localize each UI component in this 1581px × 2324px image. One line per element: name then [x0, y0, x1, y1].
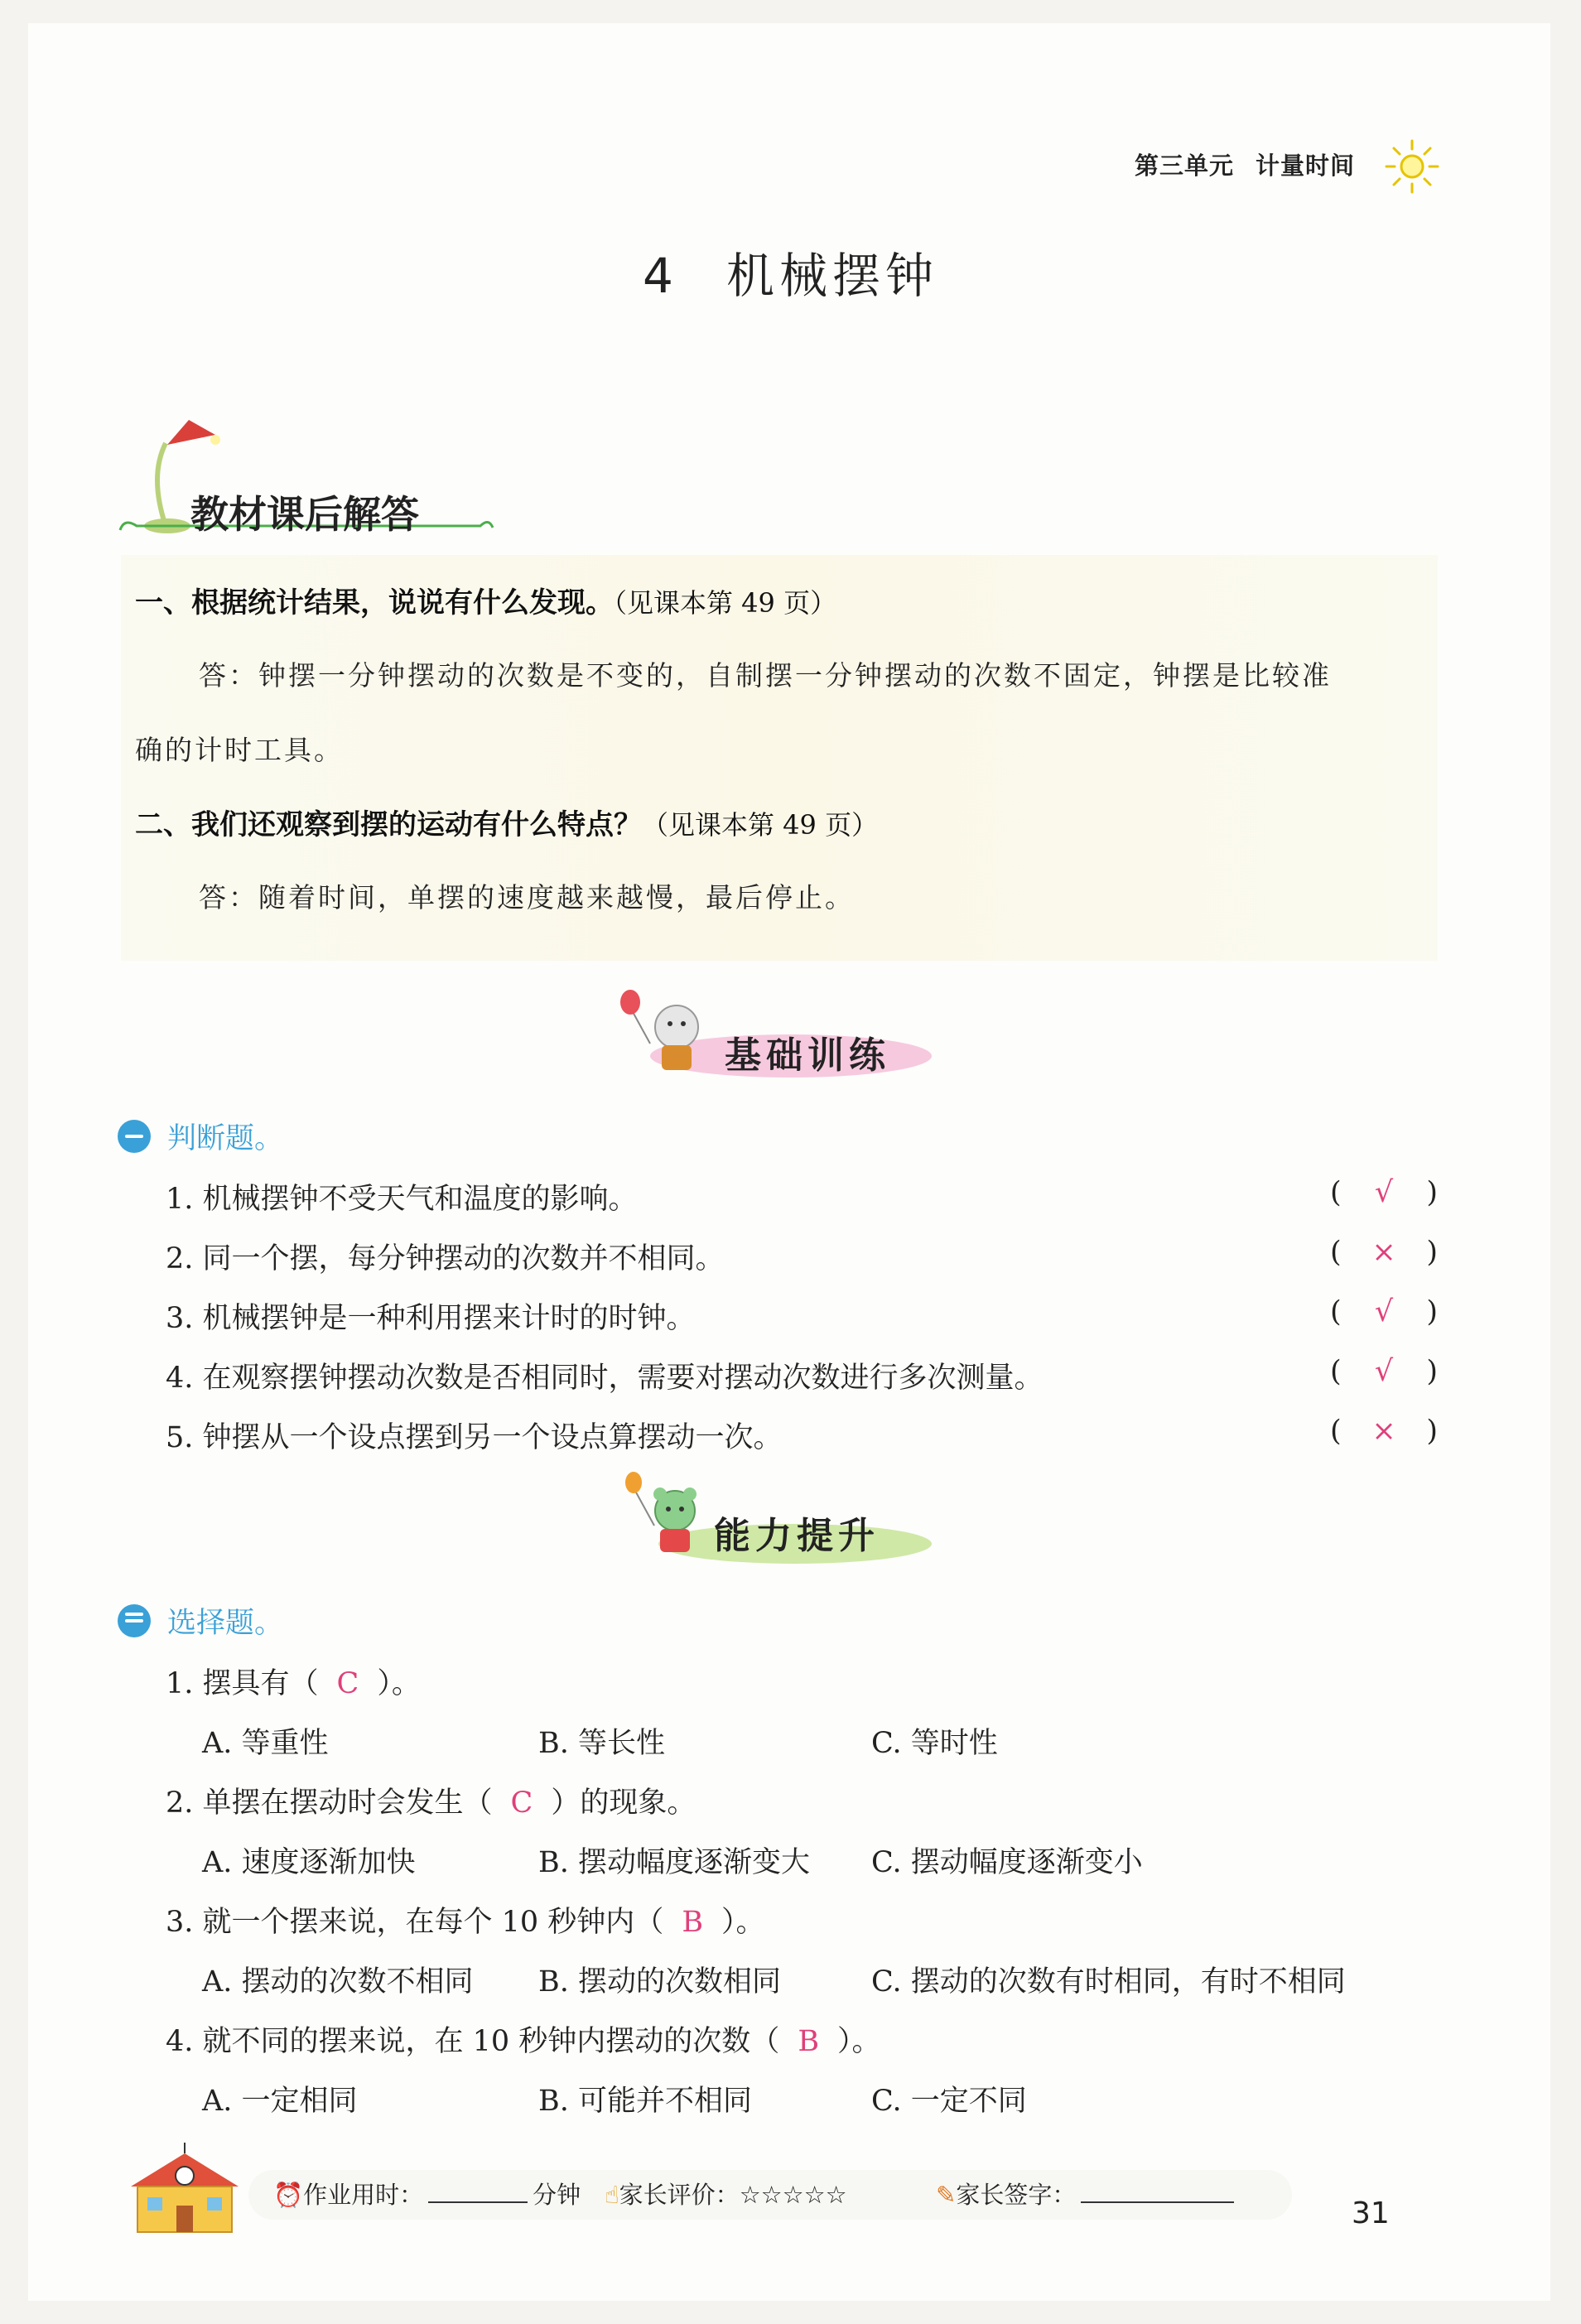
pencil-icon: ✎ [936, 2181, 957, 2209]
choice-answer-2: C [510, 1786, 533, 1820]
homework-time-unit: 分钟 [533, 2181, 581, 2209]
thumbs-up-icon: ☝ [605, 2181, 619, 2209]
question-2-text: 二、我们还观察到摆的运动有什么特点？ [135, 808, 642, 841]
choice-question-2 [166, 1780, 696, 1821]
lesson-number: 4 [643, 248, 678, 304]
choice-3-option-a: A. 摆动的次数不相同 [202, 1965, 474, 1999]
choice-question-1-stem: 1. 摆具有（ [166, 1667, 319, 1700]
answer-1-line-2: 确的计时工具。 [135, 734, 344, 766]
question-1-text: 一、根据统计结果，说说有什么发现。 [135, 586, 614, 620]
lesson-title [0, 237, 1581, 306]
answer-2: 答：随着时间，单摆的速度越来越慢，最后停止。 [199, 881, 855, 914]
judgment-answer-3: ( √ ) [1330, 1295, 1438, 1328]
judgment-answer-5-mark: × [1371, 1415, 1396, 1448]
choice-2-option-b: B. 摆动幅度逐渐变大 [538, 1846, 810, 1879]
answer-1-line-1: 答：钟摆一分钟摆动的次数是不变的，自制摆一分钟摆动的次数不固定，钟摆是比较准 [199, 659, 1332, 692]
section-one-badge-icon [118, 1120, 151, 1153]
choice-question-4 [166, 2018, 881, 2060]
section-two-badge-icon [118, 1604, 151, 1637]
rating-stars[interactable]: ☆☆☆☆☆ [739, 2181, 847, 2209]
judgment-item-2: 2. 同一个摆，每分钟摆动的次数并不相同。 [166, 1242, 725, 1275]
choice-4-option-a: A. 一定相同 [202, 2085, 358, 2118]
judgment-answer-1-mark: √ [1374, 1176, 1394, 1209]
homework-time-label: 作业用时： [303, 2181, 424, 2209]
basic-training-banner: 基础训练 [725, 1034, 890, 1077]
signature-line[interactable] [1081, 2201, 1234, 2203]
judgment-subhead-label: 判断题。 [167, 1122, 284, 1155]
question-2-ref: （见课本第 49 页） [642, 809, 879, 841]
choice-question-1-tail: ）。 [377, 1667, 421, 1700]
judgment-item-3: 3. 机械摆钟是一种利用摆来计时的时钟。 [166, 1302, 696, 1335]
choice-2-option-c: C. 摆动幅度逐渐变小 [871, 1846, 1143, 1879]
judgment-item-1: 1. 机械摆钟不受天气和温度的影响。 [166, 1183, 638, 1216]
parent-signature-label: 家长签字： [956, 2181, 1077, 2209]
judgment-subhead [118, 1116, 283, 1157]
judgment-answer-4-mark: √ [1374, 1355, 1394, 1388]
choice-answer-1: C [336, 1667, 359, 1700]
choice-4-option-c: C. 一定不同 [871, 2085, 1027, 2118]
question-1 [135, 580, 836, 620]
judgment-answer-2-mark: × [1371, 1236, 1396, 1269]
question-1-ref: （见课本第 49 页） [614, 587, 837, 619]
parent-signature [936, 2177, 1234, 2211]
choice-subhead [118, 1600, 283, 1642]
choice-3-option-b: B. 摆动的次数相同 [538, 1965, 781, 1999]
sun-icon [1383, 137, 1441, 195]
section-heading: 教材课后解答 [190, 492, 419, 537]
alarm-clock-icon: ⏰ [273, 2181, 304, 2209]
choice-question-2-tail: ）的现象。 [551, 1786, 697, 1820]
choice-subhead-label: 选择题。 [167, 1607, 284, 1640]
judgment-answer-3-mark: √ [1374, 1295, 1394, 1328]
schoolhouse-icon [114, 2141, 255, 2240]
judgment-item-4: 4. 在观察摆钟摆动次数是否相同时，需要对摆动次数进行多次测量。 [166, 1362, 1044, 1395]
judgment-item-5: 5. 钟摆从一个设点摆到另一个设点算摆动一次。 [166, 1421, 783, 1454]
judgment-answer-1: ( √ ) [1330, 1176, 1438, 1209]
ability-banner: 能力提升 [714, 1515, 880, 1557]
choice-question-1 [166, 1661, 421, 1702]
judgment-answer-2: ( × ) [1330, 1236, 1438, 1269]
parent-evaluation-label: 家长评价： [619, 2181, 740, 2209]
lesson-name: 机械摆钟 [725, 248, 938, 304]
choice-question-3 [166, 1899, 765, 1941]
choice-1-option-b: B. 等长性 [538, 1727, 665, 1760]
choice-question-2-stem: 2. 单摆在摆动时会发生（ [166, 1786, 493, 1820]
choice-4-option-b: B. 可能并不相同 [538, 2085, 752, 2118]
choice-2-option-a: A. 速度逐渐加快 [202, 1846, 416, 1879]
parent-evaluation [605, 2177, 847, 2211]
question-2 [135, 802, 878, 842]
choice-answer-4: B [798, 2025, 820, 2058]
page-number: 31 [1352, 2196, 1390, 2230]
choice-1-option-c: C. 等时性 [871, 1727, 998, 1760]
unit-label: 第三单元 [1135, 152, 1235, 180]
choice-question-3-stem: 3. 就一个摆来说，在每个 10 秒钟内（ [166, 1906, 664, 1939]
choice-1-option-a: A. 等重性 [202, 1727, 329, 1760]
judgment-answer-4: ( √ ) [1330, 1355, 1438, 1388]
unit-header [1135, 147, 1376, 181]
choice-3-option-c: C. 摆动的次数有时相同，有时不相同 [871, 1965, 1346, 1999]
choice-answer-3: B [682, 1906, 704, 1939]
choice-question-4-stem: 4. 就不同的摆来说，在 10 秒钟内摆动的次数（ [166, 2025, 780, 2058]
choice-question-3-tail: ）。 [721, 1906, 765, 1939]
judgment-answer-5: ( × ) [1330, 1415, 1438, 1448]
homework-time [273, 2177, 581, 2211]
choice-question-4-tail: ）。 [837, 2025, 881, 2058]
unit-topic: 计量时间 [1256, 152, 1356, 180]
